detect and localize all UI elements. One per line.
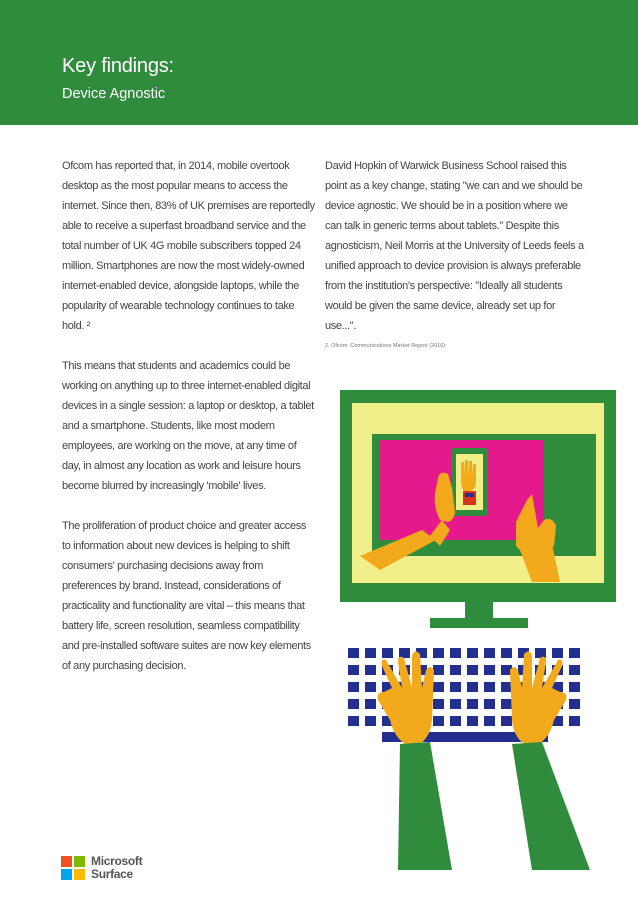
right-column bbox=[325, 156, 587, 356]
paragraph: This means that students and academics could be working on anything up to three internet-enabled digital devices in a single session: a laptop or desktop, a tablet and a smartphone. Students, like most modern employees, are working on the move, at any time of day, in almost any location as work and leisure hours become blurred by increasingly 'mobile' lives. bbox=[62, 360, 314, 492]
left-forearm bbox=[398, 742, 452, 870]
computer-screen-hands-illustration bbox=[320, 370, 638, 870]
logo-line-surface: Surface bbox=[91, 867, 133, 881]
logo-line-microsoft: Microsoft bbox=[91, 854, 143, 868]
left-column bbox=[62, 156, 316, 696]
page-number: 8 bbox=[571, 858, 577, 868]
monitor-base bbox=[430, 618, 528, 628]
footnote: 2. Ofcom: Communications Market Report (2016) bbox=[325, 343, 446, 349]
paragraph: David Hopkin of Warwick Business School raised this point as a key change, stating "we can and we should be device agnostic. We should be in a position where we can talk in generic terms about tablets." Despite this agnosticism, Neil Morris at the University of Leeds feels a unified approach to device provision is always preferable from the institution's perspective: "Ideally all students would be given the same device, already set up for use...". bbox=[325, 160, 584, 332]
logo-text bbox=[91, 855, 142, 881]
page-title: Key findings: bbox=[62, 55, 174, 77]
header-banner bbox=[0, 0, 638, 125]
paragraph: Ofcom has reported that, in 2014, mobile overtook desktop as the most popular means to access the internet. Since then, 83% of UK premises are reportedly able to receive a superfast broadband service and the total number of UK 4G mobile subscribers topped 24 million. Smartphones are now the most widely-owned internet-enabled device, alongside laptops, while the popularity of wearable technology continues to take hold. ² bbox=[62, 160, 315, 332]
monitor-neck bbox=[465, 602, 493, 618]
right-forearm bbox=[512, 742, 590, 870]
paragraph: The proliferation of product choice and greater access to information about new devices is helping to shift consumers' purchasing decisions away from preferences by brand. Instead, considerations of practicality and functionality are vital – this means that battery life, screen resolution, seamless compatibility and pre-installed software suites are now key elements of any purchasing decision. bbox=[62, 520, 311, 672]
microsoft-surface-logo bbox=[61, 856, 161, 882]
page-subtitle: Device Agnostic bbox=[62, 86, 166, 102]
microsoft-logo-icon bbox=[61, 856, 85, 880]
